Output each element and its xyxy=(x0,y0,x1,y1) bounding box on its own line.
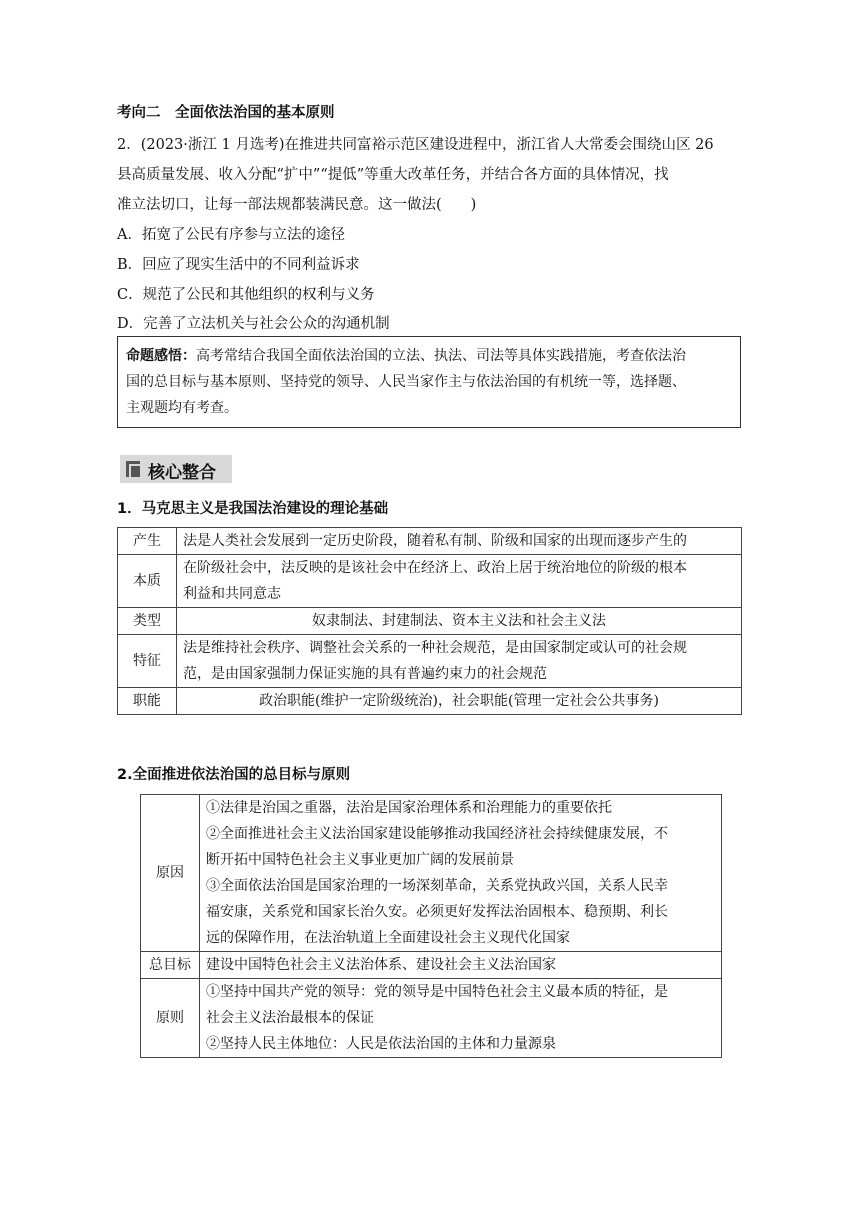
table-row xyxy=(118,555,742,608)
row-key: 原则 xyxy=(141,979,200,1058)
question-line-3: 准立法切口，让每一部法规都装满民意。这一做法( ) xyxy=(117,197,477,213)
question-line-1: 2．(2023·浙江 1 月选考)在推进共同富裕示范区建设进程中，浙江省人大常委会围绕山区 26 xyxy=(117,137,714,153)
row-key: 本质 xyxy=(118,555,177,608)
question-line-2: 县高质量发展、收入分配“扩中”“提低”等重大改革任务，并结合各方面的具体情况，找 xyxy=(117,167,669,183)
note-line-1: 高考常结合我国全面依法治国的立法、执法、司法等具体实践措施，考查依法治 xyxy=(196,348,686,364)
row-key: 总目标 xyxy=(141,952,200,979)
table-row xyxy=(118,528,742,555)
row-key: 原因 xyxy=(141,795,200,952)
option-c: C．规范了公民和其他组织的权利与义务 xyxy=(117,287,375,303)
row-key: 类型 xyxy=(118,608,177,635)
table-row xyxy=(118,635,742,688)
table-row xyxy=(118,608,742,635)
note-line-2: 国的总目标与基本原则、坚持党的领导、人民当家作主与依法治国的有机统一等，选择题、 xyxy=(126,374,686,390)
table-row xyxy=(141,795,722,952)
note-line-3: 主观题均有考查。 xyxy=(126,400,238,416)
row-value: ①法律是治国之重器，法治是国家治理体系和治理能力的重要依托 ②全面推进社会主义法治国家建设能够推动我国经济社会持续健康发展，不 断开拓中国特色社会主义事业更加广阔的发展前景 ③全面依法治国是国家治理的一场深刻革命，关系党执政兴国，关系人民幸 福安康，关系党和国家长治久安。必须更好发挥法治固根本、稳预期、利长 远的保障作用，在法治轨道上全面建设社会主义现代化国家 xyxy=(200,795,722,952)
table-row xyxy=(141,979,722,1058)
theory-table xyxy=(117,527,742,715)
row-value: 法是维持社会秩序、调整社会关系的一种社会规范，是由国家制定或认可的社会规 范，是由国家强制力保证实施的具有普遍约束力的社会规范 xyxy=(177,635,742,688)
section-heading-text: 核心整合 xyxy=(148,463,216,483)
table-row xyxy=(118,688,742,715)
row-key: 职能 xyxy=(118,688,177,715)
row-value: 建设中国特色社会主义法治体系、建设社会主义法治国家 xyxy=(200,952,722,979)
section-heading xyxy=(120,455,232,483)
goal-principle-table xyxy=(140,794,722,1058)
row-value: 政治职能(维护一定阶级统治)，社会职能(管理一定社会公共事务) xyxy=(177,688,742,715)
row-value: 法是人类社会发展到一定历史阶段，随着私有制、阶级和国家的出现而逐步产生的 xyxy=(177,528,742,555)
option-b: B．回应了现实生活中的不同利益诉求 xyxy=(117,257,360,273)
row-value: 奴隶制法、封建制法、资本主义法和社会主义法 xyxy=(177,608,742,635)
row-value: ①坚持中国共产党的领导：党的领导是中国特色社会主义最本质的特征，是 社会主义法治最根本的保证 ②坚持人民主体地位：人民是依法治国的主体和力量源泉 xyxy=(200,979,722,1058)
row-key: 产生 xyxy=(118,528,177,555)
table2-title: 2.全面推进依法治国的总目标与原则 xyxy=(117,767,351,783)
row-value: 在阶级社会中，法反映的是该社会中在经济上、政治上居于统治地位的阶级的根本 利益和共同意志 xyxy=(177,555,742,608)
note-box xyxy=(117,336,741,428)
table1-title: 1．马克思主义是我国法治建设的理论基础 xyxy=(117,501,389,517)
option-d: D．完善了立法机关与社会公众的沟通机制 xyxy=(117,316,390,332)
note-label: 命题感悟： xyxy=(126,348,196,364)
table-row xyxy=(141,952,722,979)
row-key: 特征 xyxy=(118,635,177,688)
option-a: A．拓宽了公民有序参与立法的途径 xyxy=(117,227,345,243)
section-title: 考向二 全面依法治国的基本原则 xyxy=(117,105,335,121)
